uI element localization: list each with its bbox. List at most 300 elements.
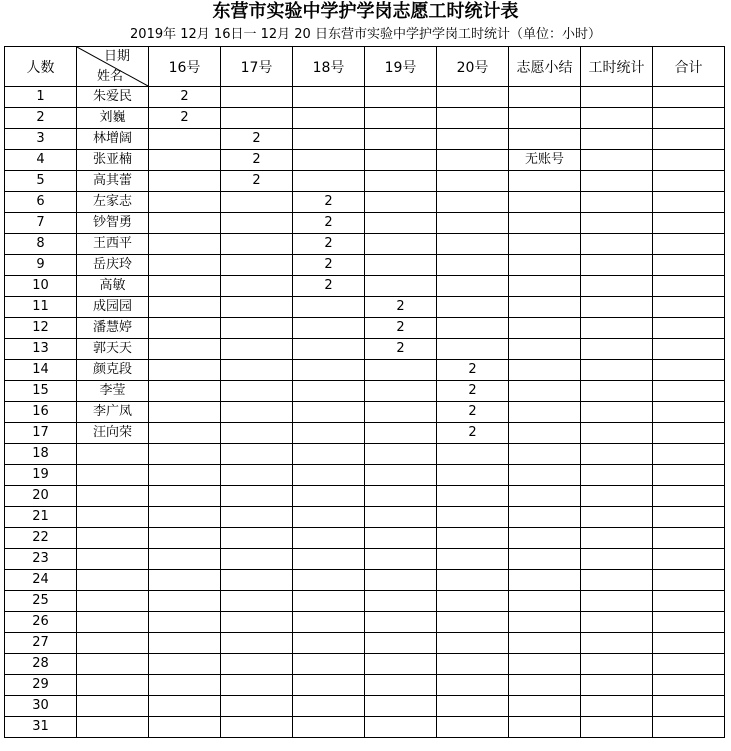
cell-d16[interactable]: [149, 444, 221, 465]
cell-d17[interactable]: [221, 276, 293, 297]
cell-name[interactable]: 钞智勇: [77, 213, 149, 234]
cell-d19[interactable]: [365, 465, 437, 486]
cell-summary[interactable]: [509, 129, 581, 150]
cell-d18[interactable]: [293, 486, 365, 507]
cell-d16[interactable]: [149, 696, 221, 717]
cell-d16[interactable]: [149, 171, 221, 192]
cell-d19[interactable]: [365, 528, 437, 549]
cell-d17[interactable]: [221, 507, 293, 528]
cell-d19[interactable]: 2: [365, 339, 437, 360]
cell-total[interactable]: [653, 528, 725, 549]
cell-total[interactable]: [653, 381, 725, 402]
cell-d16[interactable]: [149, 360, 221, 381]
cell-d18[interactable]: [293, 675, 365, 696]
cell-d16[interactable]: [149, 507, 221, 528]
cell-d17[interactable]: [221, 654, 293, 675]
cell-summary[interactable]: [509, 633, 581, 654]
cell-no[interactable]: 13: [5, 339, 77, 360]
cell-no[interactable]: 21: [5, 507, 77, 528]
cell-d16[interactable]: [149, 129, 221, 150]
cell-d20[interactable]: [437, 654, 509, 675]
cell-d16[interactable]: [149, 528, 221, 549]
header-hours[interactable]: 工时统计: [581, 47, 653, 87]
cell-d18[interactable]: [293, 360, 365, 381]
cell-d18[interactable]: [293, 654, 365, 675]
cell-d20[interactable]: [437, 255, 509, 276]
cell-name[interactable]: 高敏: [77, 276, 149, 297]
cell-no[interactable]: 16: [5, 402, 77, 423]
cell-summary[interactable]: [509, 465, 581, 486]
cell-d17[interactable]: [221, 192, 293, 213]
cell-d19[interactable]: [365, 360, 437, 381]
cell-total[interactable]: [653, 234, 725, 255]
cell-summary[interactable]: 无账号: [509, 150, 581, 171]
cell-name[interactable]: [77, 528, 149, 549]
cell-name[interactable]: 左家志: [77, 192, 149, 213]
cell-name[interactable]: [77, 465, 149, 486]
cell-hours[interactable]: [581, 465, 653, 486]
cell-d17[interactable]: [221, 633, 293, 654]
cell-d19[interactable]: [365, 402, 437, 423]
cell-name[interactable]: [77, 696, 149, 717]
cell-d16[interactable]: [149, 381, 221, 402]
cell-name[interactable]: [77, 507, 149, 528]
cell-d18[interactable]: [293, 339, 365, 360]
cell-hours[interactable]: [581, 507, 653, 528]
cell-summary[interactable]: [509, 528, 581, 549]
cell-hours[interactable]: [581, 549, 653, 570]
cell-d20[interactable]: [437, 192, 509, 213]
cell-hours[interactable]: [581, 633, 653, 654]
cell-name[interactable]: 郭天天: [77, 339, 149, 360]
cell-hours[interactable]: [581, 129, 653, 150]
cell-summary[interactable]: [509, 717, 581, 738]
cell-d16[interactable]: [149, 612, 221, 633]
cell-d16[interactable]: [149, 549, 221, 570]
cell-hours[interactable]: [581, 192, 653, 213]
cell-summary[interactable]: [509, 360, 581, 381]
header-d19[interactable]: 19号: [365, 47, 437, 87]
cell-d20[interactable]: [437, 612, 509, 633]
cell-d19[interactable]: [365, 591, 437, 612]
cell-d16[interactable]: [149, 654, 221, 675]
cell-hours[interactable]: [581, 318, 653, 339]
cell-d20[interactable]: [437, 633, 509, 654]
cell-hours[interactable]: [581, 255, 653, 276]
cell-no[interactable]: 29: [5, 675, 77, 696]
cell-d20[interactable]: [437, 150, 509, 171]
cell-d18[interactable]: 2: [293, 213, 365, 234]
cell-name[interactable]: 潘慧婷: [77, 318, 149, 339]
cell-summary[interactable]: [509, 486, 581, 507]
cell-d16[interactable]: 2: [149, 87, 221, 108]
cell-hours[interactable]: [581, 486, 653, 507]
cell-d20[interactable]: [437, 486, 509, 507]
cell-name[interactable]: [77, 654, 149, 675]
cell-d20[interactable]: [437, 87, 509, 108]
cell-d16[interactable]: [149, 297, 221, 318]
cell-d20[interactable]: [437, 696, 509, 717]
cell-d20[interactable]: [437, 171, 509, 192]
cell-hours[interactable]: [581, 276, 653, 297]
cell-hours[interactable]: [581, 675, 653, 696]
cell-d19[interactable]: [365, 150, 437, 171]
cell-total[interactable]: [653, 570, 725, 591]
cell-name[interactable]: [77, 591, 149, 612]
cell-summary[interactable]: [509, 234, 581, 255]
cell-d16[interactable]: [149, 255, 221, 276]
cell-summary[interactable]: [509, 654, 581, 675]
cell-d18[interactable]: [293, 570, 365, 591]
cell-d19[interactable]: [365, 486, 437, 507]
cell-total[interactable]: [653, 339, 725, 360]
cell-d19[interactable]: [365, 276, 437, 297]
cell-hours[interactable]: [581, 297, 653, 318]
cell-no[interactable]: 26: [5, 612, 77, 633]
cell-total[interactable]: [653, 612, 725, 633]
cell-d18[interactable]: 2: [293, 255, 365, 276]
cell-total[interactable]: [653, 108, 725, 129]
cell-hours[interactable]: [581, 423, 653, 444]
cell-d17[interactable]: [221, 423, 293, 444]
cell-no[interactable]: 6: [5, 192, 77, 213]
cell-d18[interactable]: [293, 591, 365, 612]
cell-name[interactable]: 汪向荣: [77, 423, 149, 444]
cell-name[interactable]: 颜克段: [77, 360, 149, 381]
header-d16[interactable]: 16号: [149, 47, 221, 87]
cell-no[interactable]: 18: [5, 444, 77, 465]
cell-d18[interactable]: 2: [293, 192, 365, 213]
cell-no[interactable]: 20: [5, 486, 77, 507]
cell-d18[interactable]: [293, 108, 365, 129]
cell-d17[interactable]: [221, 486, 293, 507]
cell-total[interactable]: [653, 276, 725, 297]
cell-d18[interactable]: [293, 129, 365, 150]
cell-d19[interactable]: [365, 108, 437, 129]
cell-d16[interactable]: [149, 339, 221, 360]
cell-summary[interactable]: [509, 87, 581, 108]
cell-total[interactable]: [653, 549, 725, 570]
cell-d19[interactable]: [365, 129, 437, 150]
cell-d20[interactable]: 2: [437, 381, 509, 402]
cell-d19[interactable]: [365, 654, 437, 675]
cell-hours[interactable]: [581, 339, 653, 360]
cell-name[interactable]: 刘巍: [77, 108, 149, 129]
cell-d20[interactable]: 2: [437, 423, 509, 444]
cell-total[interactable]: [653, 633, 725, 654]
cell-d20[interactable]: [437, 129, 509, 150]
cell-d16[interactable]: [149, 276, 221, 297]
cell-d20[interactable]: [437, 528, 509, 549]
cell-d20[interactable]: [437, 234, 509, 255]
cell-total[interactable]: [653, 213, 725, 234]
cell-d20[interactable]: [437, 108, 509, 129]
cell-d17[interactable]: 2: [221, 150, 293, 171]
cell-no[interactable]: 14: [5, 360, 77, 381]
cell-d20[interactable]: [437, 339, 509, 360]
cell-d19[interactable]: [365, 717, 437, 738]
cell-d16[interactable]: [149, 234, 221, 255]
cell-name[interactable]: [77, 570, 149, 591]
cell-d17[interactable]: 2: [221, 129, 293, 150]
cell-d17[interactable]: [221, 444, 293, 465]
cell-d17[interactable]: [221, 381, 293, 402]
header-d20[interactable]: 20号: [437, 47, 509, 87]
cell-d20[interactable]: [437, 675, 509, 696]
cell-d17[interactable]: [221, 318, 293, 339]
cell-d16[interactable]: [149, 402, 221, 423]
cell-d18[interactable]: [293, 549, 365, 570]
cell-d17[interactable]: [221, 360, 293, 381]
cell-no[interactable]: 30: [5, 696, 77, 717]
cell-d18[interactable]: [293, 171, 365, 192]
cell-name[interactable]: 张亚楠: [77, 150, 149, 171]
cell-d20[interactable]: [437, 276, 509, 297]
cell-d17[interactable]: [221, 717, 293, 738]
cell-d16[interactable]: [149, 570, 221, 591]
cell-total[interactable]: [653, 423, 725, 444]
cell-d19[interactable]: [365, 213, 437, 234]
cell-name[interactable]: [77, 612, 149, 633]
cell-d17[interactable]: [221, 528, 293, 549]
cell-summary[interactable]: [509, 549, 581, 570]
cell-total[interactable]: [653, 654, 725, 675]
cell-total[interactable]: [653, 150, 725, 171]
cell-total[interactable]: [653, 297, 725, 318]
cell-d17[interactable]: [221, 570, 293, 591]
cell-d19[interactable]: 2: [365, 318, 437, 339]
cell-d20[interactable]: 2: [437, 402, 509, 423]
cell-total[interactable]: [653, 696, 725, 717]
cell-name[interactable]: [77, 549, 149, 570]
cell-no[interactable]: 12: [5, 318, 77, 339]
cell-summary[interactable]: [509, 318, 581, 339]
cell-total[interactable]: [653, 402, 725, 423]
cell-no[interactable]: 2: [5, 108, 77, 129]
cell-total[interactable]: [653, 507, 725, 528]
cell-total[interactable]: [653, 171, 725, 192]
cell-d17[interactable]: [221, 339, 293, 360]
cell-d16[interactable]: [149, 717, 221, 738]
cell-d16[interactable]: [149, 633, 221, 654]
cell-total[interactable]: [653, 360, 725, 381]
cell-name[interactable]: 朱爱民: [77, 87, 149, 108]
cell-no[interactable]: 3: [5, 129, 77, 150]
cell-hours[interactable]: [581, 444, 653, 465]
cell-d17[interactable]: [221, 612, 293, 633]
cell-d19[interactable]: [365, 87, 437, 108]
cell-d17[interactable]: [221, 87, 293, 108]
cell-d16[interactable]: [149, 192, 221, 213]
cell-no[interactable]: 25: [5, 591, 77, 612]
cell-d19[interactable]: [365, 507, 437, 528]
cell-summary[interactable]: [509, 192, 581, 213]
cell-d20[interactable]: [437, 591, 509, 612]
cell-summary[interactable]: [509, 255, 581, 276]
cell-name[interactable]: [77, 444, 149, 465]
cell-hours[interactable]: [581, 528, 653, 549]
cell-hours[interactable]: [581, 234, 653, 255]
cell-name[interactable]: 王西平: [77, 234, 149, 255]
cell-name[interactable]: 成园园: [77, 297, 149, 318]
cell-no[interactable]: 8: [5, 234, 77, 255]
cell-d16[interactable]: 2: [149, 108, 221, 129]
cell-total[interactable]: [653, 465, 725, 486]
cell-d19[interactable]: [365, 633, 437, 654]
cell-hours[interactable]: [581, 696, 653, 717]
cell-no[interactable]: 23: [5, 549, 77, 570]
cell-d18[interactable]: [293, 87, 365, 108]
cell-hours[interactable]: [581, 150, 653, 171]
cell-d18[interactable]: [293, 507, 365, 528]
cell-no[interactable]: 4: [5, 150, 77, 171]
cell-name[interactable]: [77, 486, 149, 507]
cell-d16[interactable]: [149, 486, 221, 507]
cell-name[interactable]: 高其蕾: [77, 171, 149, 192]
cell-d17[interactable]: [221, 549, 293, 570]
cell-summary[interactable]: [509, 423, 581, 444]
cell-d18[interactable]: 2: [293, 276, 365, 297]
cell-no[interactable]: 15: [5, 381, 77, 402]
cell-total[interactable]: [653, 444, 725, 465]
cell-d19[interactable]: [365, 381, 437, 402]
cell-d17[interactable]: [221, 675, 293, 696]
cell-hours[interactable]: [581, 612, 653, 633]
cell-d20[interactable]: [437, 297, 509, 318]
cell-no[interactable]: 1: [5, 87, 77, 108]
cell-d18[interactable]: [293, 696, 365, 717]
header-d17[interactable]: 17号: [221, 47, 293, 87]
cell-d20[interactable]: [437, 465, 509, 486]
cell-no[interactable]: 10: [5, 276, 77, 297]
cell-d19[interactable]: [365, 696, 437, 717]
cell-d20[interactable]: [437, 444, 509, 465]
cell-total[interactable]: [653, 129, 725, 150]
cell-d17[interactable]: [221, 696, 293, 717]
cell-d18[interactable]: [293, 150, 365, 171]
cell-d17[interactable]: [221, 297, 293, 318]
cell-name[interactable]: [77, 717, 149, 738]
cell-d17[interactable]: 2: [221, 171, 293, 192]
cell-d17[interactable]: [221, 255, 293, 276]
cell-name[interactable]: 李莹: [77, 381, 149, 402]
cell-d16[interactable]: [149, 318, 221, 339]
cell-summary[interactable]: [509, 612, 581, 633]
cell-no[interactable]: 22: [5, 528, 77, 549]
cell-hours[interactable]: [581, 717, 653, 738]
cell-name[interactable]: [77, 675, 149, 696]
cell-d20[interactable]: [437, 213, 509, 234]
cell-d20[interactable]: [437, 717, 509, 738]
cell-d16[interactable]: [149, 591, 221, 612]
cell-no[interactable]: 17: [5, 423, 77, 444]
cell-hours[interactable]: [581, 591, 653, 612]
cell-d20[interactable]: 2: [437, 360, 509, 381]
cell-d18[interactable]: [293, 444, 365, 465]
cell-d17[interactable]: [221, 465, 293, 486]
cell-name[interactable]: 李广凤: [77, 402, 149, 423]
cell-d19[interactable]: [365, 570, 437, 591]
cell-d17[interactable]: [221, 108, 293, 129]
cell-d17[interactable]: [221, 402, 293, 423]
cell-summary[interactable]: [509, 276, 581, 297]
cell-d18[interactable]: [293, 465, 365, 486]
cell-d17[interactable]: [221, 591, 293, 612]
cell-summary[interactable]: [509, 570, 581, 591]
cell-summary[interactable]: [509, 213, 581, 234]
cell-d18[interactable]: [293, 402, 365, 423]
header-summary[interactable]: 志愿小结: [509, 47, 581, 87]
cell-d16[interactable]: [149, 150, 221, 171]
cell-hours[interactable]: [581, 213, 653, 234]
cell-hours[interactable]: [581, 654, 653, 675]
cell-no[interactable]: 5: [5, 171, 77, 192]
cell-no[interactable]: 27: [5, 633, 77, 654]
cell-no[interactable]: 19: [5, 465, 77, 486]
cell-d19[interactable]: [365, 255, 437, 276]
cell-summary[interactable]: [509, 507, 581, 528]
cell-hours[interactable]: [581, 402, 653, 423]
cell-summary[interactable]: [509, 402, 581, 423]
cell-no[interactable]: 24: [5, 570, 77, 591]
cell-d16[interactable]: [149, 675, 221, 696]
cell-d19[interactable]: [365, 675, 437, 696]
cell-d19[interactable]: [365, 549, 437, 570]
cell-d19[interactable]: 2: [365, 297, 437, 318]
cell-name[interactable]: [77, 633, 149, 654]
cell-d18[interactable]: [293, 612, 365, 633]
header-d18[interactable]: 18号: [293, 47, 365, 87]
cell-d19[interactable]: [365, 423, 437, 444]
cell-d17[interactable]: [221, 213, 293, 234]
header-index[interactable]: 人数: [5, 47, 77, 87]
cell-name[interactable]: 岳庆玲: [77, 255, 149, 276]
cell-d18[interactable]: [293, 297, 365, 318]
cell-summary[interactable]: [509, 381, 581, 402]
cell-total[interactable]: [653, 255, 725, 276]
header-total[interactable]: 合计: [653, 47, 725, 87]
cell-summary[interactable]: [509, 675, 581, 696]
cell-hours[interactable]: [581, 108, 653, 129]
cell-summary[interactable]: [509, 297, 581, 318]
cell-no[interactable]: 28: [5, 654, 77, 675]
cell-no[interactable]: 9: [5, 255, 77, 276]
cell-summary[interactable]: [509, 444, 581, 465]
cell-d16[interactable]: [149, 423, 221, 444]
cell-d18[interactable]: [293, 717, 365, 738]
cell-d20[interactable]: [437, 318, 509, 339]
cell-d19[interactable]: [365, 612, 437, 633]
cell-total[interactable]: [653, 591, 725, 612]
cell-hours[interactable]: [581, 360, 653, 381]
cell-hours[interactable]: [581, 570, 653, 591]
cell-summary[interactable]: [509, 591, 581, 612]
cell-no[interactable]: 11: [5, 297, 77, 318]
cell-hours[interactable]: [581, 171, 653, 192]
cell-d20[interactable]: [437, 549, 509, 570]
cell-total[interactable]: [653, 318, 725, 339]
cell-d19[interactable]: [365, 192, 437, 213]
cell-name[interactable]: 林增阔: [77, 129, 149, 150]
cell-d18[interactable]: [293, 381, 365, 402]
cell-d20[interactable]: [437, 507, 509, 528]
cell-summary[interactable]: [509, 696, 581, 717]
cell-d18[interactable]: [293, 633, 365, 654]
cell-d16[interactable]: [149, 213, 221, 234]
cell-no[interactable]: 7: [5, 213, 77, 234]
cell-d19[interactable]: [365, 234, 437, 255]
cell-d18[interactable]: [293, 318, 365, 339]
